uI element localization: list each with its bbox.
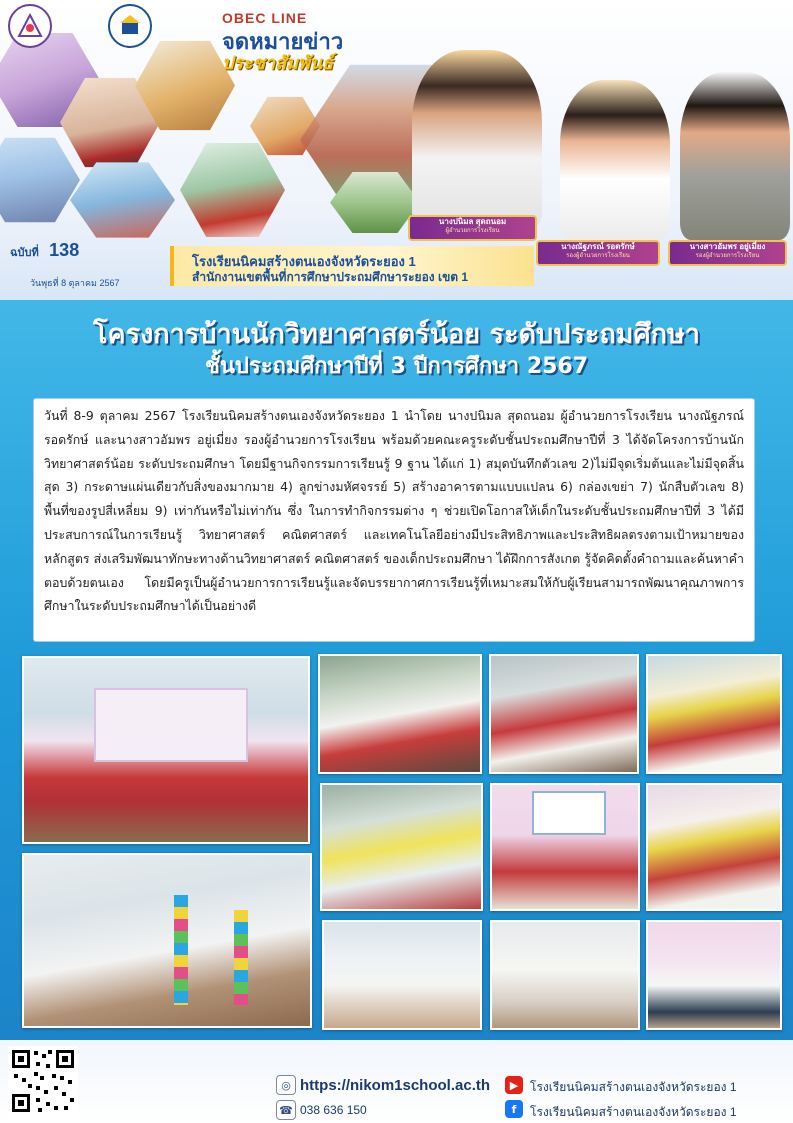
issue-label: ฉบับที่ <box>10 247 39 259</box>
photo-activity-3 <box>646 654 782 774</box>
director-portrait <box>412 50 542 230</box>
photo-classroom-group <box>22 656 310 844</box>
youtube-icon[interactable]: ▶ <box>505 1076 523 1094</box>
article-box <box>33 398 755 642</box>
header-photo-event <box>0 135 80 225</box>
globe-icon: ◎ <box>276 1075 296 1095</box>
phone-icon: ☎ <box>276 1100 296 1120</box>
headline <box>0 318 793 382</box>
school-banner <box>170 246 534 286</box>
brand-label: OBEC LINE <box>222 10 308 26</box>
article-text: วันที่ 8-9 ตุลาคม 2567 โรงเรียนนิคมสร้างตนเองจังหวัดระยอง 1 นำโดย นางปนิมล สุดถนอม ผู้อำนวยการโรงเรียน นางณัฐภรณ์ รอดรักษ์ และนางสาวอัมพร อยู่เมี่ยง รองผู้อำนวยการโรงเรียน พร้อมด้วยคณะครูระดับชั้นประถมศึกษาปีที่ 3 ได้จัดโครงการบ้านนักวิทยาศาสตร์น้อย ระดับประถมศึกษา โดยมีฐานกิจกรรมการเรียนรู้ 9 ฐาน ได้แก่ 1) สมุดบันทึกตัวเลข 2)ไม่มีจุดเริ่มต้นและไม่มีจุดสิ้นสุด 3) กระดาษแผ่นเดียวกับสิ่งของมากมาย 4) ลูกข่างมหัศจรรย์ 5) สร้างอาคารตามแบบแปลน 6) กล่องเขย่า 7) นักสืบตัวเลข 8) พื้นที่ของรูปสี่เหลี่ยม 9) เท่ากันหรือไม่เท่ากัน ซึ่ง ในการทำกิจกรรมต่าง ๆ ช่วยเปิดโอกาสให้เด็กในระดับชั้นประถมศึกษาปีที่ 3 ได้มีประสบการณ์ในการเรียนรู้ วิทยาศาสตร์ คณิตศาสตร์ และเทคโนโลยีอย่างมีประสิทธิภาพและประสิทธิผลตรงตามเป้าหมายของหลักสูตร ส่งเสริมพัฒนาทักษะทางด้านวิทยาศาสตร์ คณิตศาสตร์ ของเด็กประถมศึกษา ได้ฝึกการสังเกต รู้จัดคิดตั้งคำถามและค้นหาคำตอบด้วยตนเอง โดยมีครูเป็นผู้อำนวยการการเรียนรู้และจัดบรรยากาศการเรียนรู้ที่เหมาะสมให้กับผู้เรียนสามารถพัฒนาคุณภาพการศึกษาในระดับประถมศึกษาได้เป็นอย่างดี <box>44 408 744 614</box>
deputy1-nameplate: นางณัฐภรณ์ รอดรักษ์ รองผู้อำนวยการโรงเรียน <box>536 240 660 266</box>
photo-tower-building <box>22 853 312 1028</box>
school-name: โรงเรียนนิคมสร้างตนเองจังหวัดระยอง 1 <box>192 254 416 269</box>
school-logo <box>108 4 152 48</box>
youtube-link[interactable]: โรงเรียนนิคมสร้างตนเองจังหวัดระยอง 1 <box>530 1080 737 1094</box>
photo-activity-8 <box>490 920 640 1030</box>
phone-number: 038 636 150 <box>300 1103 367 1117</box>
photo-activity-5 <box>490 783 640 911</box>
headline-title: โครงการบ้านนักวิทยาศาสตร์น้อย ระดับประถมศึกษา <box>93 319 700 350</box>
issue-date: วันพุธที่ 8 ตุลาคม 2567 <box>30 278 120 288</box>
photo-activity-1 <box>318 654 482 774</box>
website-link[interactable]: https://nikom1school.ac.th <box>300 1077 491 1094</box>
deputy1-portrait <box>560 80 670 240</box>
newsletter-title: จดหมายข่าว <box>222 29 344 54</box>
facebook-link[interactable]: โรงเรียนนิคมสร้างตนเองจังหวัดระยอง 1 <box>530 1105 737 1119</box>
photo-activity-2 <box>489 654 639 774</box>
photo-activity-4 <box>320 783 483 911</box>
issue-number: 138 <box>49 240 80 260</box>
deputy2-nameplate: นางสาวอัมพร อยู่เมี่ยง รองผู้อำนวยการโรงเรียน <box>668 240 787 266</box>
director-nameplate: นางปนิมล สุดถนอม ผู้อำนวยการโรงเรียน <box>408 215 537 241</box>
photo-activity-7 <box>322 920 482 1030</box>
newsletter-subtitle: ประชาสัมพันธ์ <box>222 53 334 73</box>
deputy2-portrait <box>680 72 790 240</box>
issue-info <box>10 240 150 288</box>
photo-activity-6 <box>646 783 782 911</box>
headline-subtitle: ชั้นประถมศึกษาปีที่ 3 ปีการศึกษา 2567 <box>204 354 589 379</box>
photo-activity-9 <box>646 920 782 1030</box>
qr-code[interactable] <box>8 1046 78 1116</box>
obec-logo <box>8 4 52 48</box>
office-name: สำนักงานเขตพื้นที่การศึกษาประถมศึกษาระยอง เขต 1 <box>192 270 469 284</box>
facebook-icon[interactable]: f <box>505 1100 523 1118</box>
header-photo-group <box>70 160 175 240</box>
